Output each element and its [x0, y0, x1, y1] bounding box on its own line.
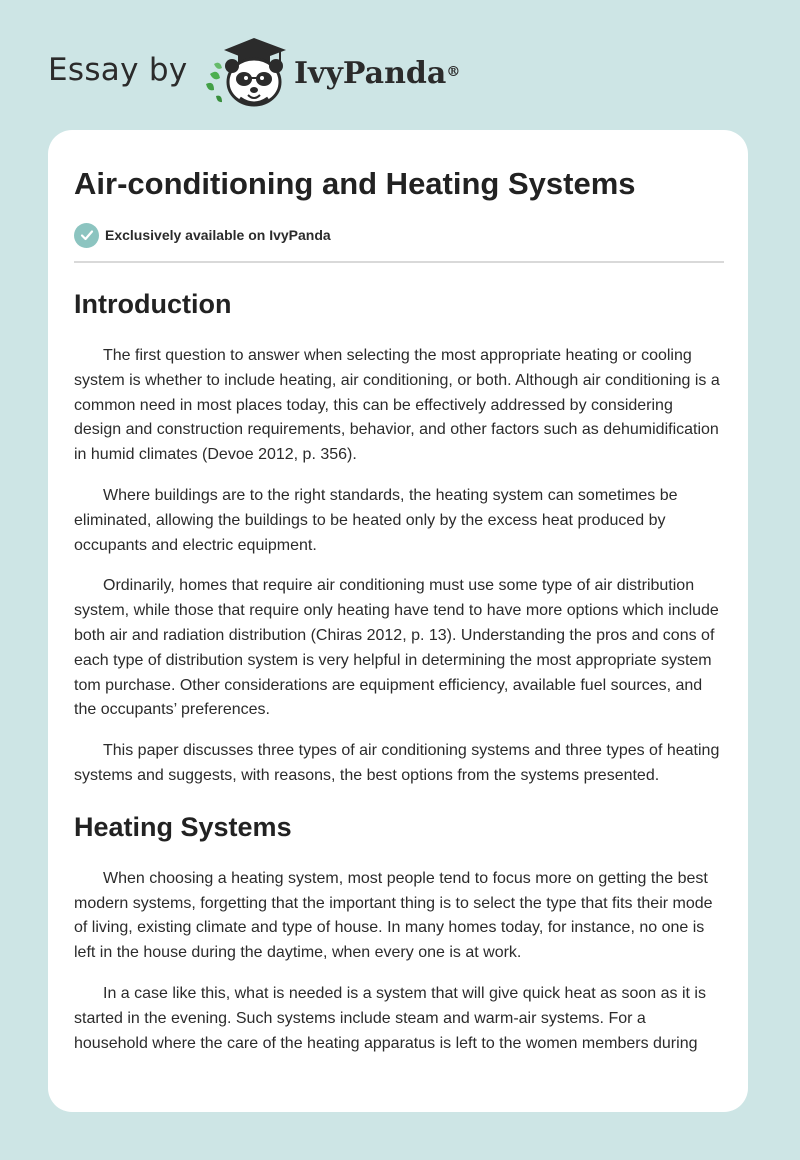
- brand-name: IvyPanda: [294, 56, 447, 91]
- divider: [74, 261, 724, 263]
- exclusive-badge: [74, 222, 331, 248]
- brand-logo[interactable]: [294, 54, 460, 94]
- article-card: [48, 130, 748, 1112]
- paragraph: When choosing a heating system, most people tend to focus more on getting the best modern systems, forgetting that the important thing is to select the type that fits their mode of living, existing climate and type of house. In many homes today, for instance, no one is left in the house during the daytime, when every one is at work.: [74, 869, 713, 962]
- section-heading-introduction: Introduction: [74, 289, 232, 319]
- essay-by-label: Essay by: [48, 52, 188, 88]
- section-heading-heating-systems: Heating Systems: [74, 811, 292, 842]
- paragraph: The first question to answer when selecting the most appropriate heating or cooling system is whether to include heating, air conditioning, or both. Although air conditioning is a common need in most places today, this can be effectively addressed by considering design and construction requirements, behavior, and other factors such as dehumidification in humid climates (Devoe 2012, p. 356).: [74, 347, 720, 464]
- paragraph: Where buildings are to the right standards, the heating system can sometimes be eliminated, allowing the buildings to be heated only by the excess heat produced by occupants and electric equipment.: [74, 486, 678, 554]
- page-title: Air-conditioning and Heating Systems: [74, 166, 636, 201]
- check-circle-icon: [74, 223, 99, 248]
- registered-mark: ®: [446, 64, 461, 80]
- paragraph: Ordinarily, homes that require air conditioning must use some type of air distribution system, while those that require only heating have tend to have more options which include both air and radiation distribution (Chiras 2012, p. 13). Understanding the pros and cons of each type of distribution system is very helpful in determining the most appropriate system tom purchase. Other considerations are equipment efficiency, available fuel sources, and the occupants’ preferences.: [74, 577, 719, 719]
- site-header: [0, 0, 800, 130]
- paragraph: This paper discusses three types of air conditioning systems and three types of heating systems and suggests, with reasons, the best options from the systems presented.: [74, 742, 720, 784]
- paragraph: In a case like this, what is needed is a system that will give quick heat as soon as it is started in the evening. Such systems include steam and warm-air systems. For a household where the care of the heating apparatus is left to the women members during: [74, 984, 706, 1052]
- article-body: [74, 280, 724, 1072]
- panda-graduate-icon[interactable]: [200, 36, 290, 108]
- exclusive-label: Exclusively available on IvyPanda: [105, 227, 331, 243]
